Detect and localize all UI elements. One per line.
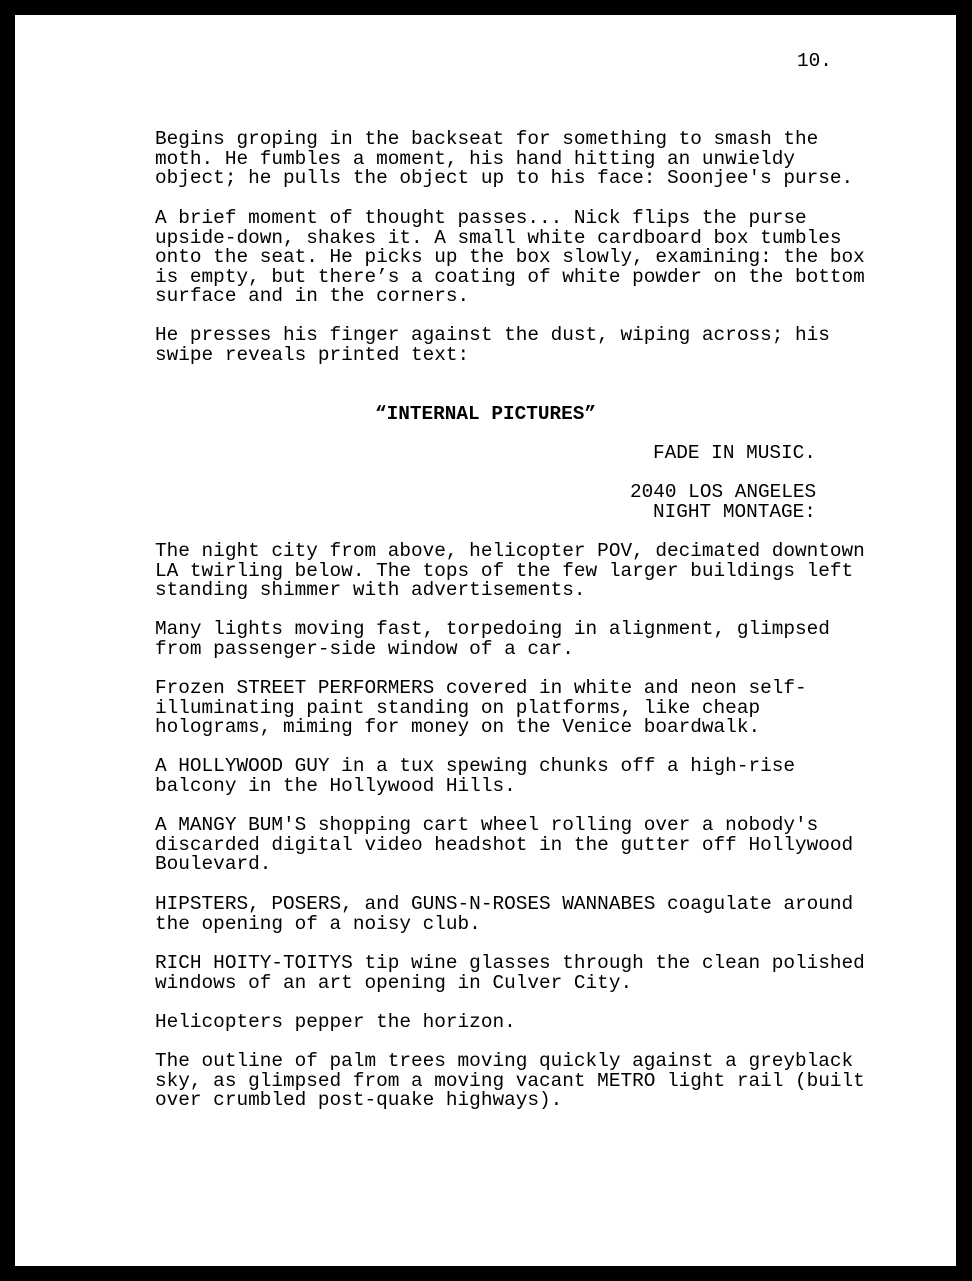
action-paragraph-11: Helicopters pepper the horizon. (155, 1011, 516, 1033)
page-number: 10. (797, 50, 832, 72)
action-paragraph-4: The night city from above, helicopter POV, decimated downtown LA twirling below. The tops of the few larger buildings left standing shimmer with advertisements. (155, 540, 865, 602)
action-paragraph-6: Frozen STREET PERFORMERS covered in white and neon self- illuminating paint standing on platforms, like cheap holograms, miming for money on the Venice boardwalk. (155, 677, 807, 739)
slug-line-montage: NIGHT MONTAGE: (653, 501, 816, 523)
slug-line-location: 2040 LOS ANGELES (630, 481, 817, 503)
script-page (15, 15, 956, 1266)
action-paragraph-3: He presses his finger against the dust, wiping across; his swipe reveals printed text: (155, 324, 830, 366)
action-paragraph-2: A brief moment of thought passes... Nick flips the purse upside-down, shakes it. A small white cardboard box tumbles onto the seat. He picks up the box slowly, examining: the box is empty, but there’s a coating of white powder on the bottom surface and in the corners. (155, 207, 865, 308)
action-paragraph-7: A HOLLYWOOD GUY in a tux spewing chunks off a high-rise balcony in the Hollywood Hills. (155, 755, 795, 797)
centered-title: “INTERNAL PICTURES” (374, 403, 597, 425)
action-paragraph-9: HIPSTERS, POSERS, and GUNS-N-ROSES WANNABES coagulate around the opening of a noisy club. (155, 893, 854, 935)
action-paragraph-8: A MANGY BUM'S shopping cart wheel rolling over a nobody's discarded digital video headshot in the gutter off Hollywood Boulevard. (155, 814, 854, 876)
action-paragraph-12: The outline of palm trees moving quickly against a greyblack sky, as glimpsed from a moving vacant METRO light rail (built over crumbled post-quake highways). (155, 1050, 865, 1112)
action-paragraph-1: Begins groping in the backseat for something to smash the moth. He fumbles a moment, his hand hitting an unwieldy object; he pulls the object up to his face: Soonjee's purse. (155, 128, 854, 190)
action-paragraph-10: RICH HOITY-TOITYS tip wine glasses through the clean polished windows of an art opening in Culver City. (155, 952, 865, 994)
action-paragraph-5: Many lights moving fast, torpedoing in alignment, glimpsed from passenger-side window of a car. (155, 618, 830, 660)
transition-fade-in: FADE IN MUSIC. (653, 442, 816, 464)
